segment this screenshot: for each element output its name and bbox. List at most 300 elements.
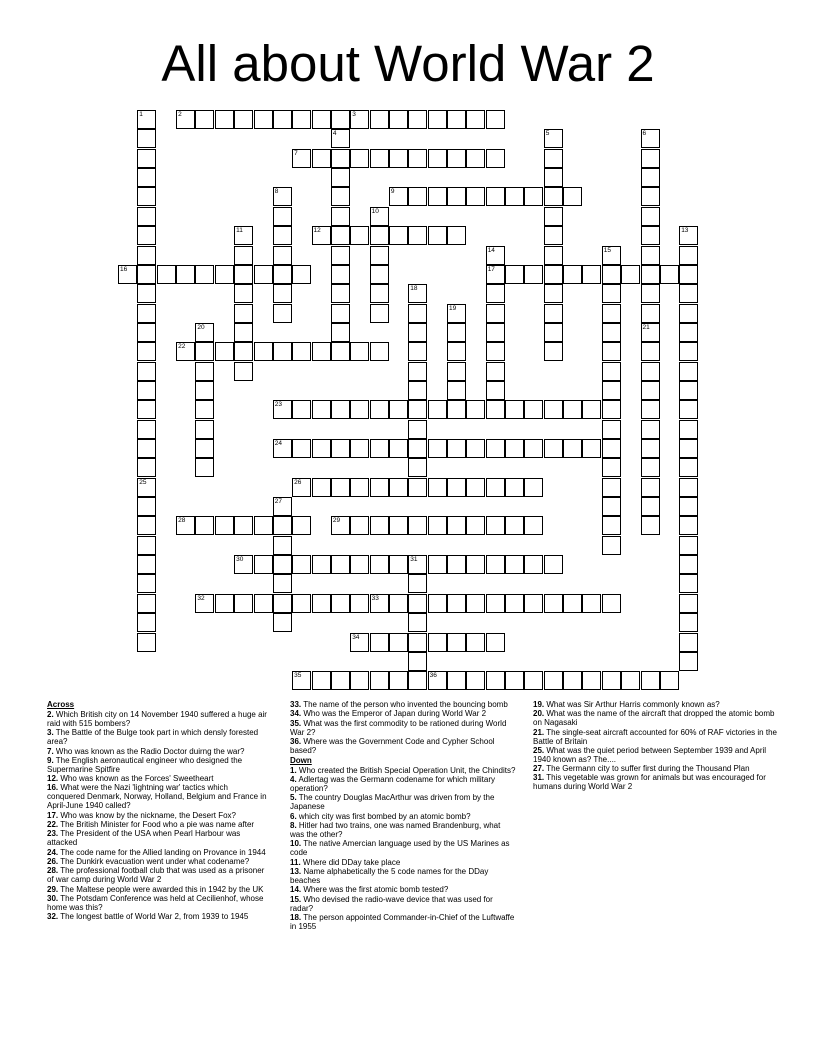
grid-cell[interactable] [641,516,660,535]
grid-cell[interactable] [524,516,543,535]
grid-cell[interactable] [544,284,563,303]
grid-cell[interactable] [486,323,505,342]
grid-cell[interactable] [505,478,524,497]
grid-cell[interactable] [641,671,660,690]
grid-cell[interactable] [428,478,447,497]
grid-cell[interactable] [466,400,485,419]
grid-cell[interactable] [273,226,292,245]
grid-cell[interactable] [447,110,466,129]
grid-cell[interactable] [679,594,698,613]
grid-cell[interactable] [215,342,234,361]
grid-cell[interactable] [137,168,156,187]
grid-cell[interactable] [137,226,156,245]
grid-cell[interactable] [137,342,156,361]
grid-cell[interactable] [563,400,582,419]
grid-cell[interactable] [137,400,156,419]
grid-cell[interactable] [602,304,621,323]
grid-cell[interactable] [273,342,292,361]
grid-cell[interactable] [602,400,621,419]
grid-cell[interactable] [505,400,524,419]
grid-cell[interactable] [292,439,311,458]
grid-cell[interactable] [428,149,447,168]
grid-cell[interactable] [447,149,466,168]
grid-cell[interactable] [137,187,156,206]
grid-cell[interactable] [602,420,621,439]
grid-cell[interactable] [331,187,350,206]
grid-cell[interactable] [447,342,466,361]
grid-cell[interactable] [389,400,408,419]
grid-cell[interactable] [331,246,350,265]
grid-cell[interactable] [641,168,660,187]
grid-cell[interactable] [137,149,156,168]
grid-cell[interactable] [679,536,698,555]
grid-cell[interactable] [350,400,369,419]
grid-cell[interactable] [486,671,505,690]
grid-cell[interactable] [679,478,698,497]
grid-cell[interactable] [331,226,350,245]
grid-cell[interactable] [428,516,447,535]
grid-cell[interactable] [563,187,582,206]
grid-cell[interactable] [370,633,389,652]
grid-cell[interactable] [641,226,660,245]
grid-cell[interactable] [137,304,156,323]
grid-cell[interactable] [544,207,563,226]
grid-cell[interactable] [544,555,563,574]
grid-cell[interactable] [544,187,563,206]
grid-cell[interactable] [679,497,698,516]
grid-cell[interactable] [292,400,311,419]
grid-cell[interactable] [137,362,156,381]
grid-cell[interactable] [582,400,601,419]
grid-cell[interactable] [408,516,427,535]
grid-cell[interactable] [447,187,466,206]
grid-cell[interactable] [254,594,273,613]
grid-cell[interactable] [679,362,698,381]
grid-cell[interactable] [234,362,253,381]
grid-cell[interactable] [137,129,156,148]
grid-cell[interactable] [679,652,698,671]
grid-cell[interactable] [544,304,563,323]
grid-cell[interactable] [370,265,389,284]
grid-cell[interactable] [234,594,253,613]
grid-cell[interactable] [486,110,505,129]
grid-cell[interactable] [486,516,505,535]
grid-cell[interactable] [602,284,621,303]
grid-cell[interactable] [234,323,253,342]
grid-cell[interactable] [312,439,331,458]
grid-cell[interactable] [389,633,408,652]
grid-cell[interactable] [602,381,621,400]
grid-cell[interactable] [331,265,350,284]
grid-cell[interactable] [679,613,698,632]
grid-cell[interactable] [137,613,156,632]
grid-cell[interactable] [312,110,331,129]
grid-cell[interactable] [505,671,524,690]
grid-cell[interactable] [641,246,660,265]
grid-cell[interactable] [389,439,408,458]
grid-cell[interactable] [641,149,660,168]
grid-cell[interactable] [137,536,156,555]
grid-cell[interactable] [447,671,466,690]
grid-cell[interactable] [312,342,331,361]
grid-cell[interactable] [234,246,253,265]
grid-cell[interactable] [331,439,350,458]
grid-cell[interactable] [582,439,601,458]
grid-cell[interactable] [466,187,485,206]
grid-cell[interactable] [292,265,311,284]
grid-cell[interactable] [273,516,292,535]
grid-cell[interactable] [408,110,427,129]
grid-cell[interactable] [389,516,408,535]
grid-cell[interactable] [389,671,408,690]
grid-cell[interactable] [486,149,505,168]
grid-cell[interactable] [447,633,466,652]
grid-cell[interactable] [408,400,427,419]
grid-cell[interactable] [408,226,427,245]
grid-cell[interactable] [292,555,311,574]
grid-cell[interactable] [408,381,427,400]
grid-cell[interactable] [679,304,698,323]
grid-cell[interactable] [408,342,427,361]
grid-cell[interactable] [447,323,466,342]
grid-cell[interactable] [524,594,543,613]
grid-cell[interactable] [408,304,427,323]
grid-cell[interactable] [370,671,389,690]
grid-cell[interactable] [679,516,698,535]
grid-cell[interactable] [137,439,156,458]
grid-cell[interactable] [215,110,234,129]
grid-cell[interactable] [137,207,156,226]
grid-cell[interactable] [466,633,485,652]
grid-cell[interactable] [408,574,427,593]
grid-cell[interactable] [486,555,505,574]
grid-cell[interactable] [602,265,621,284]
grid-cell[interactable] [331,304,350,323]
grid-cell[interactable] [273,555,292,574]
grid-cell[interactable] [505,439,524,458]
grid-cell[interactable] [331,207,350,226]
grid-cell[interactable] [350,671,369,690]
grid-cell[interactable] [486,187,505,206]
grid-cell[interactable] [312,400,331,419]
grid-cell[interactable] [312,671,331,690]
grid-cell[interactable] [408,594,427,613]
grid-cell[interactable] [273,246,292,265]
grid-cell[interactable] [137,497,156,516]
grid-cell[interactable] [447,555,466,574]
grid-cell[interactable] [428,594,447,613]
grid-cell[interactable] [679,284,698,303]
grid-cell[interactable] [408,439,427,458]
grid-cell[interactable] [486,342,505,361]
grid-cell[interactable] [195,381,214,400]
grid-cell[interactable] [195,110,214,129]
grid-cell[interactable] [350,594,369,613]
grid-cell[interactable] [582,671,601,690]
grid-cell[interactable] [524,555,543,574]
grid-cell[interactable] [292,342,311,361]
grid-cell[interactable] [137,323,156,342]
grid-cell[interactable] [234,265,253,284]
grid-cell[interactable] [292,516,311,535]
grid-cell[interactable] [602,536,621,555]
grid-cell[interactable] [389,149,408,168]
grid-cell[interactable] [292,110,311,129]
grid-cell[interactable] [157,265,176,284]
grid-cell[interactable] [544,342,563,361]
grid-cell[interactable] [408,458,427,477]
grid-cell[interactable] [137,458,156,477]
grid-cell[interactable] [505,594,524,613]
grid-cell[interactable] [582,594,601,613]
grid-cell[interactable] [254,516,273,535]
grid-cell[interactable] [602,458,621,477]
grid-cell[interactable] [524,478,543,497]
grid-cell[interactable] [408,633,427,652]
grid-cell[interactable] [602,342,621,361]
grid-cell[interactable] [641,478,660,497]
grid-cell[interactable] [273,536,292,555]
grid-cell[interactable] [641,439,660,458]
grid-cell[interactable] [273,304,292,323]
grid-cell[interactable] [370,439,389,458]
grid-cell[interactable] [544,149,563,168]
grid-cell[interactable] [137,284,156,303]
grid-cell[interactable] [137,555,156,574]
grid-cell[interactable] [137,381,156,400]
grid-cell[interactable] [254,342,273,361]
grid-cell[interactable] [641,362,660,381]
grid-cell[interactable] [331,594,350,613]
grid-cell[interactable] [137,246,156,265]
grid-cell[interactable] [408,323,427,342]
grid-cell[interactable] [370,110,389,129]
grid-cell[interactable] [331,555,350,574]
grid-cell[interactable] [312,478,331,497]
grid-cell[interactable] [602,323,621,342]
grid-cell[interactable] [408,478,427,497]
grid-cell[interactable] [486,633,505,652]
grid-cell[interactable] [370,555,389,574]
grid-cell[interactable] [447,516,466,535]
grid-cell[interactable] [679,265,698,284]
grid-cell[interactable] [524,671,543,690]
grid-cell[interactable] [486,362,505,381]
grid-cell[interactable] [563,265,582,284]
grid-cell[interactable] [215,516,234,535]
grid-cell[interactable] [641,497,660,516]
grid-cell[interactable] [331,168,350,187]
grid-cell[interactable] [273,207,292,226]
grid-cell[interactable] [389,594,408,613]
grid-cell[interactable] [447,362,466,381]
grid-cell[interactable] [466,478,485,497]
grid-cell[interactable] [389,226,408,245]
grid-cell[interactable] [466,671,485,690]
grid-cell[interactable] [350,226,369,245]
grid-cell[interactable] [486,381,505,400]
grid-cell[interactable] [350,439,369,458]
grid-cell[interactable] [234,284,253,303]
grid-cell[interactable] [331,400,350,419]
grid-cell[interactable] [254,110,273,129]
grid-cell[interactable] [195,400,214,419]
grid-cell[interactable] [602,478,621,497]
grid-cell[interactable] [195,420,214,439]
grid-cell[interactable] [428,439,447,458]
grid-cell[interactable] [641,187,660,206]
grid-cell[interactable] [524,400,543,419]
grid-cell[interactable] [524,265,543,284]
grid-cell[interactable] [447,594,466,613]
grid-cell[interactable] [660,671,679,690]
grid-cell[interactable] [621,671,640,690]
grid-cell[interactable] [641,304,660,323]
grid-cell[interactable] [331,284,350,303]
grid-cell[interactable] [195,458,214,477]
grid-cell[interactable] [273,594,292,613]
grid-cell[interactable] [137,265,156,284]
grid-cell[interactable] [137,594,156,613]
grid-cell[interactable] [602,439,621,458]
grid-cell[interactable] [254,555,273,574]
grid-cell[interactable] [466,555,485,574]
grid-cell[interactable] [312,594,331,613]
grid-cell[interactable] [215,265,234,284]
grid-cell[interactable] [602,497,621,516]
grid-cell[interactable] [331,323,350,342]
grid-cell[interactable] [505,516,524,535]
grid-cell[interactable] [641,381,660,400]
grid-cell[interactable] [486,478,505,497]
grid-cell[interactable] [370,284,389,303]
grid-cell[interactable] [447,439,466,458]
grid-cell[interactable] [679,400,698,419]
grid-cell[interactable] [544,323,563,342]
grid-cell[interactable] [486,304,505,323]
grid-cell[interactable] [370,478,389,497]
grid-cell[interactable] [370,516,389,535]
grid-cell[interactable] [408,613,427,632]
grid-cell[interactable] [234,342,253,361]
grid-cell[interactable] [621,265,640,284]
grid-cell[interactable] [447,478,466,497]
grid-cell[interactable] [563,671,582,690]
grid-cell[interactable] [447,226,466,245]
grid-cell[interactable] [331,671,350,690]
grid-cell[interactable] [602,362,621,381]
grid-cell[interactable] [447,400,466,419]
grid-cell[interactable] [273,574,292,593]
grid-cell[interactable] [370,342,389,361]
grid-cell[interactable] [641,420,660,439]
grid-cell[interactable] [524,187,543,206]
grid-cell[interactable] [563,594,582,613]
grid-cell[interactable] [486,400,505,419]
grid-cell[interactable] [195,439,214,458]
grid-cell[interactable] [544,246,563,265]
grid-cell[interactable] [331,110,350,129]
grid-cell[interactable] [428,226,447,245]
grid-cell[interactable] [408,671,427,690]
grid-cell[interactable] [679,323,698,342]
grid-cell[interactable] [486,594,505,613]
grid-cell[interactable] [641,284,660,303]
grid-cell[interactable] [544,400,563,419]
grid-cell[interactable] [273,284,292,303]
grid-cell[interactable] [505,555,524,574]
grid-cell[interactable] [679,574,698,593]
grid-cell[interactable] [582,265,601,284]
grid-cell[interactable] [137,420,156,439]
grid-cell[interactable] [679,633,698,652]
grid-cell[interactable] [254,265,273,284]
grid-cell[interactable] [679,381,698,400]
grid-cell[interactable] [389,478,408,497]
grid-cell[interactable] [428,633,447,652]
grid-cell[interactable] [350,555,369,574]
grid-cell[interactable] [679,342,698,361]
grid-cell[interactable] [679,555,698,574]
grid-cell[interactable] [312,555,331,574]
grid-cell[interactable] [641,265,660,284]
grid-cell[interactable] [137,516,156,535]
grid-cell[interactable] [273,265,292,284]
grid-cell[interactable] [544,265,563,284]
grid-cell[interactable] [466,110,485,129]
grid-cell[interactable] [331,478,350,497]
grid-cell[interactable] [408,187,427,206]
grid-cell[interactable] [370,246,389,265]
grid-cell[interactable] [350,149,369,168]
grid-cell[interactable] [408,362,427,381]
grid-cell[interactable] [370,400,389,419]
grid-cell[interactable] [544,168,563,187]
grid-cell[interactable] [679,458,698,477]
grid-cell[interactable] [641,458,660,477]
grid-cell[interactable] [563,439,582,458]
grid-cell[interactable] [679,246,698,265]
grid-cell[interactable] [544,671,563,690]
grid-cell[interactable] [505,265,524,284]
grid-cell[interactable] [544,594,563,613]
grid-cell[interactable] [350,516,369,535]
grid-cell[interactable] [195,342,214,361]
grid-cell[interactable] [137,574,156,593]
grid-cell[interactable] [389,555,408,574]
grid-cell[interactable] [408,420,427,439]
grid-cell[interactable] [641,342,660,361]
grid-cell[interactable] [505,187,524,206]
grid-cell[interactable] [660,265,679,284]
grid-cell[interactable] [176,265,195,284]
grid-cell[interactable] [602,671,621,690]
grid-cell[interactable] [486,284,505,303]
grid-cell[interactable] [679,420,698,439]
grid-cell[interactable] [466,594,485,613]
grid-cell[interactable] [292,594,311,613]
grid-cell[interactable] [273,613,292,632]
grid-cell[interactable] [273,110,292,129]
grid-cell[interactable] [195,362,214,381]
grid-cell[interactable] [466,149,485,168]
grid-cell[interactable] [428,110,447,129]
grid-cell[interactable] [679,439,698,458]
grid-cell[interactable] [312,149,331,168]
grid-cell[interactable] [641,207,660,226]
grid-cell[interactable] [428,187,447,206]
grid-cell[interactable] [370,226,389,245]
